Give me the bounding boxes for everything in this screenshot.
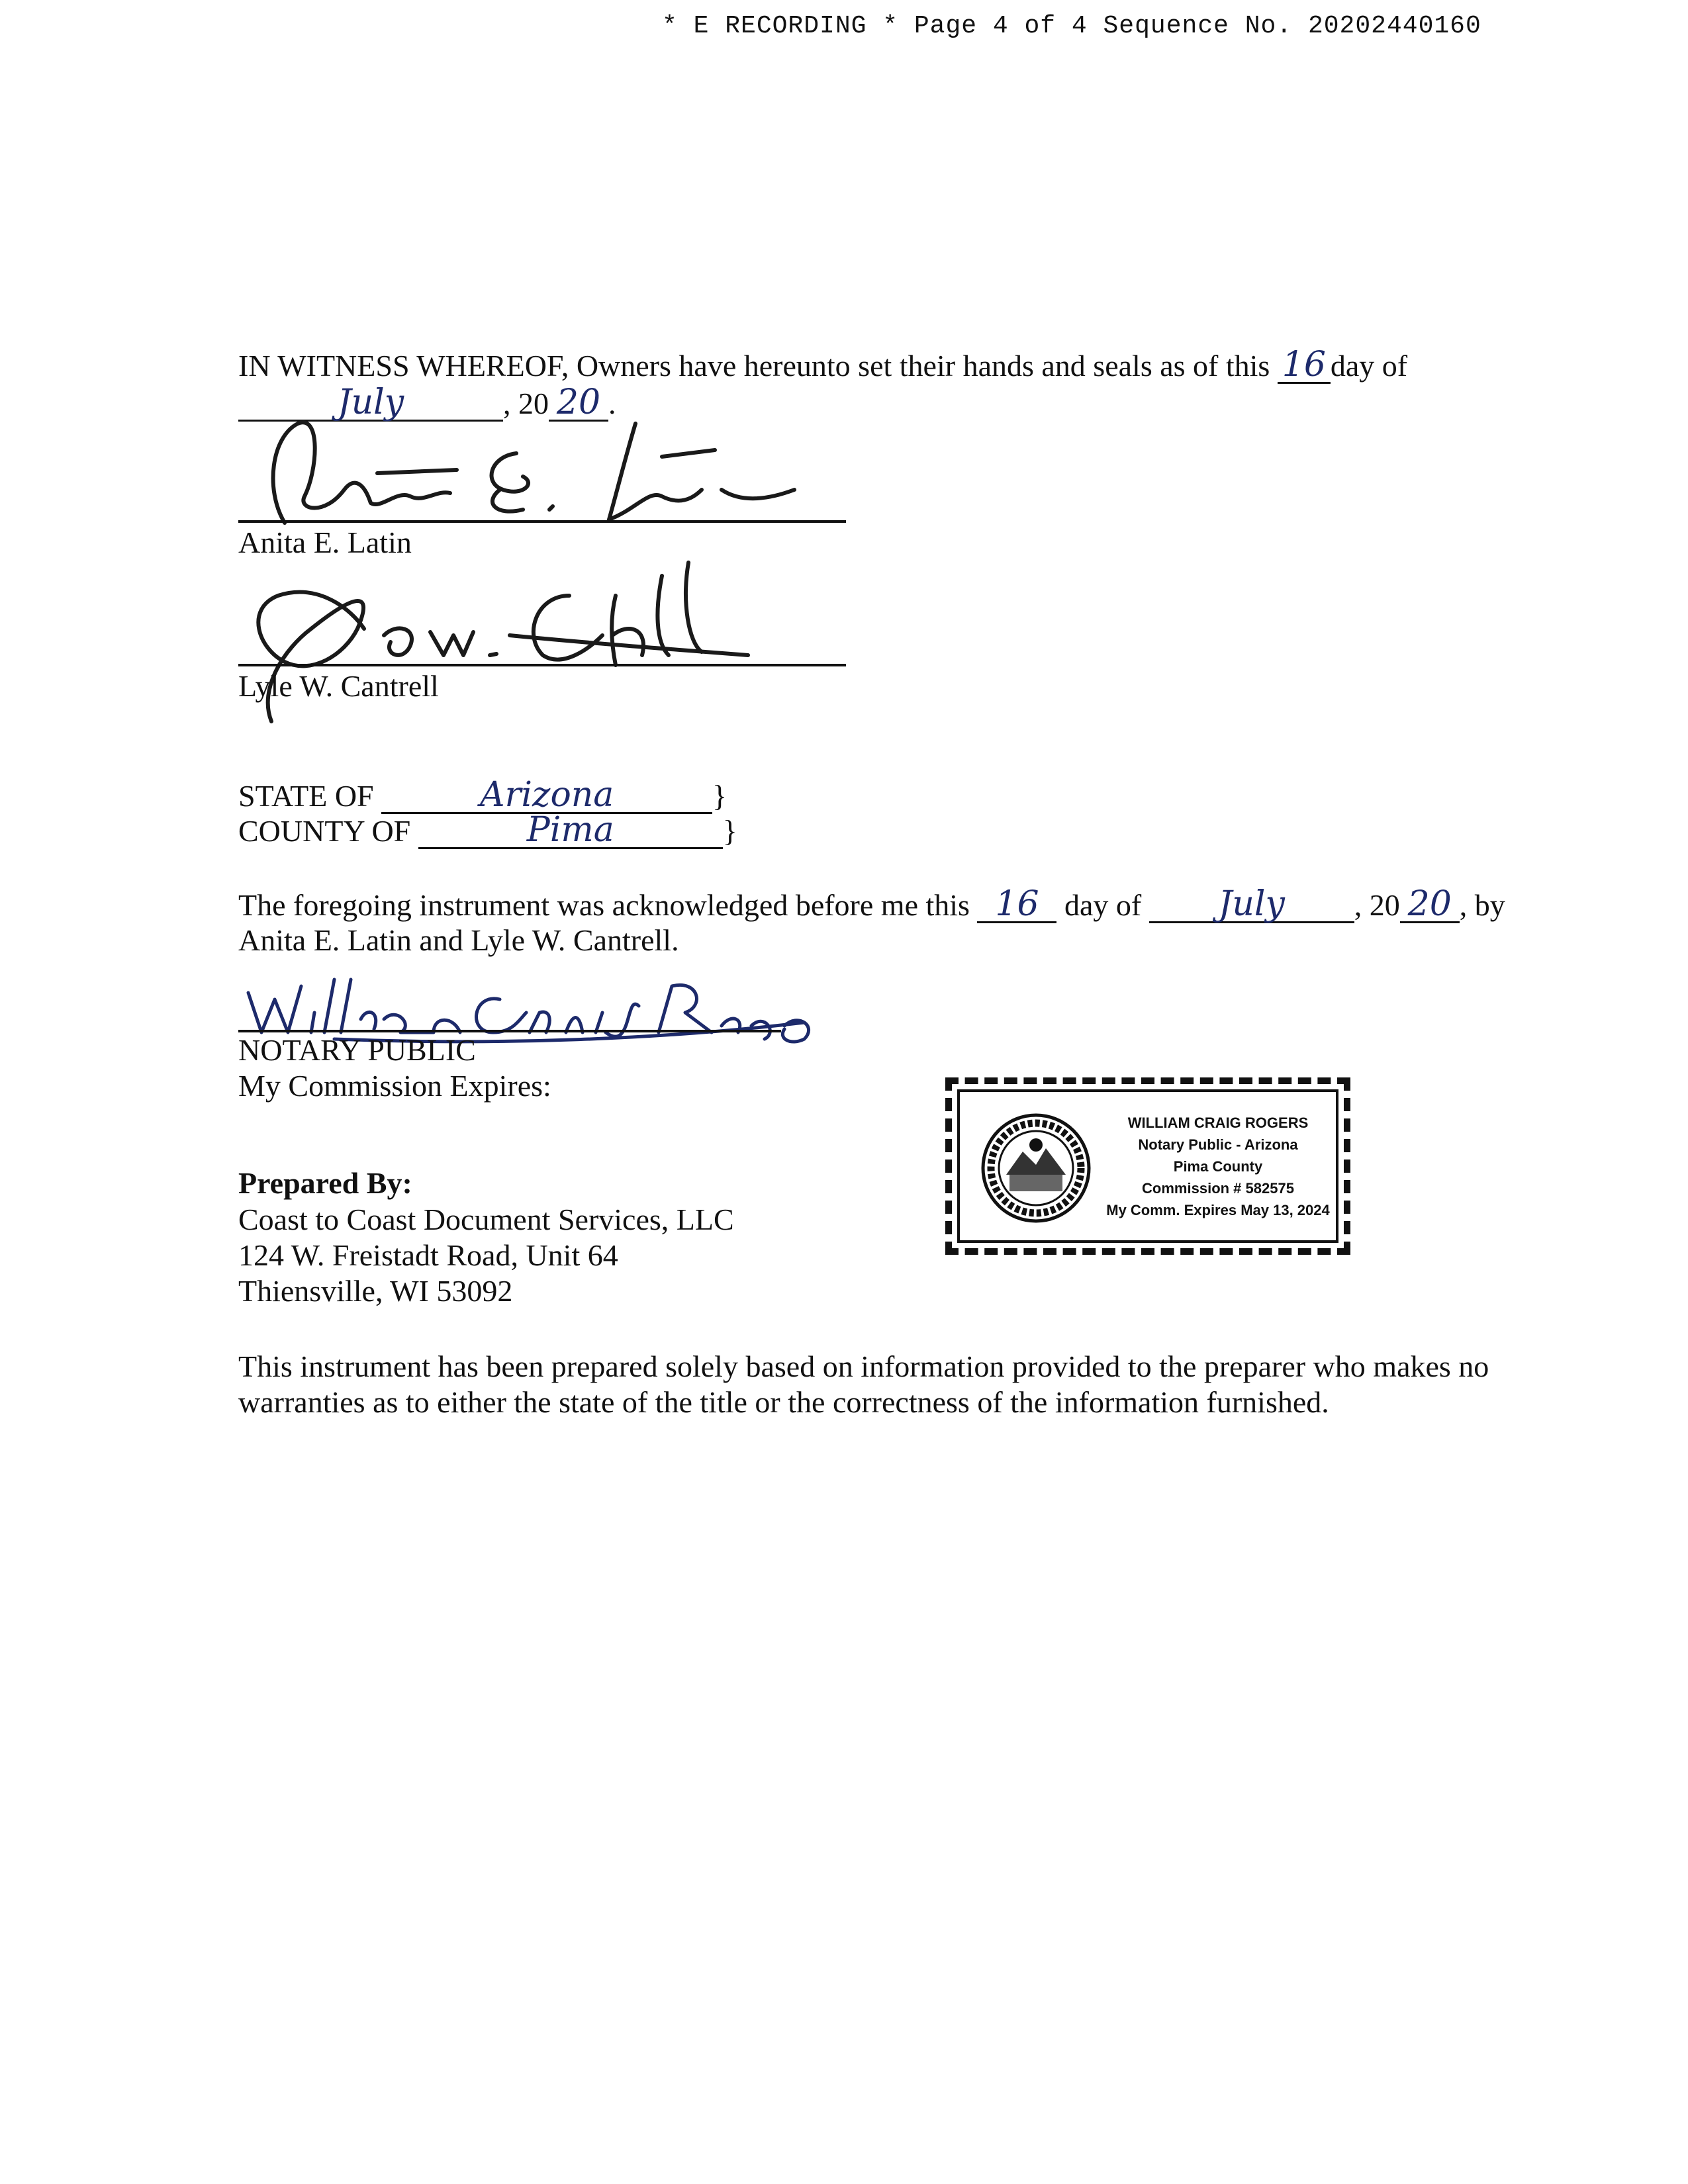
ack-signers-line: Anita E. Latin and Lyle W. Cantrell. <box>238 923 679 957</box>
arizona-state-seal-icon <box>980 1112 1092 1224</box>
witness-month: July <box>238 385 503 422</box>
witness-day-of: day of <box>1330 349 1408 383</box>
witness-year-suffix: . <box>608 387 616 420</box>
notary-commission-label: My Commission Expires: <box>238 1069 551 1103</box>
prepared-by-address2: Thiensville, WI 53092 <box>238 1274 513 1308</box>
ack-day-of: day of <box>1064 888 1142 922</box>
signature-line-1 <box>238 520 846 523</box>
stamp-notary-title: Notary Public - Arizona <box>1138 1136 1298 1153</box>
county-brace: } <box>722 814 737 848</box>
signer-name-1: Anita E. Latin <box>238 525 412 559</box>
ack-month: July <box>1149 887 1354 923</box>
state-line <box>238 775 727 815</box>
signer-name-2: Lyle W. Cantrell <box>238 669 439 703</box>
notary-stamp-text <box>1092 1112 1344 1221</box>
state-value: Arizona <box>381 778 712 814</box>
notary-stamp <box>945 1077 1350 1255</box>
ack-year: 20 <box>1400 887 1460 923</box>
notary-signature-line <box>238 1030 781 1032</box>
state-label: STATE OF <box>238 779 374 813</box>
ack-text: The foregoing instrument was acknowledged before me this <box>238 888 970 922</box>
ack-year-prefix: , 20 <box>1354 888 1400 922</box>
prepared-by-address1: 124 W. Freistadt Road, Unit 64 <box>238 1238 618 1272</box>
disclaimer-line-2: warranties as to either the state of the title or the correctness of the information furnished. <box>238 1385 1329 1419</box>
signature-anita-latin <box>238 410 834 536</box>
disclaimer-line-1: This instrument has been prepared solely based on information provided to the preparer who makes no <box>238 1349 1489 1383</box>
witness-year-prefix: , 20 <box>503 387 549 420</box>
stamp-notary-name: WILLIAM CRAIG ROGERS <box>1127 1115 1309 1131</box>
notary-title: NOTARY PUBLIC <box>238 1033 476 1067</box>
state-brace: } <box>712 779 727 813</box>
witness-year: 20 <box>549 385 608 422</box>
stamp-expiration: My Comm. Expires May 13, 2024 <box>1106 1202 1330 1218</box>
stamp-county: Pima County <box>1173 1158 1263 1175</box>
stamp-commission-number: Commission # 582575 <box>1142 1180 1294 1197</box>
notary-stamp-border <box>957 1089 1338 1243</box>
signature-line-2 <box>238 664 846 666</box>
county-line <box>238 810 737 850</box>
witness-text: IN WITNESS WHEREOF, Owners have hereunto set their hands and seals as of this <box>238 349 1270 383</box>
ack-day: 16 <box>977 887 1056 923</box>
witness-clause <box>238 347 1407 384</box>
prepared-by-company: Coast to Coast Document Services, LLC <box>238 1203 734 1236</box>
ack-by: , by <box>1459 888 1505 922</box>
witness-day: 16 <box>1278 347 1331 384</box>
recording-header: * E RECORDING * Page 4 of 4 Sequence No. 20202440160 <box>662 12 1481 40</box>
county-value: Pima <box>418 813 723 849</box>
county-label: COUNTY OF <box>238 814 411 848</box>
acknowledgment-line <box>238 884 1505 924</box>
prepared-by-label: Prepared By: <box>238 1166 412 1200</box>
